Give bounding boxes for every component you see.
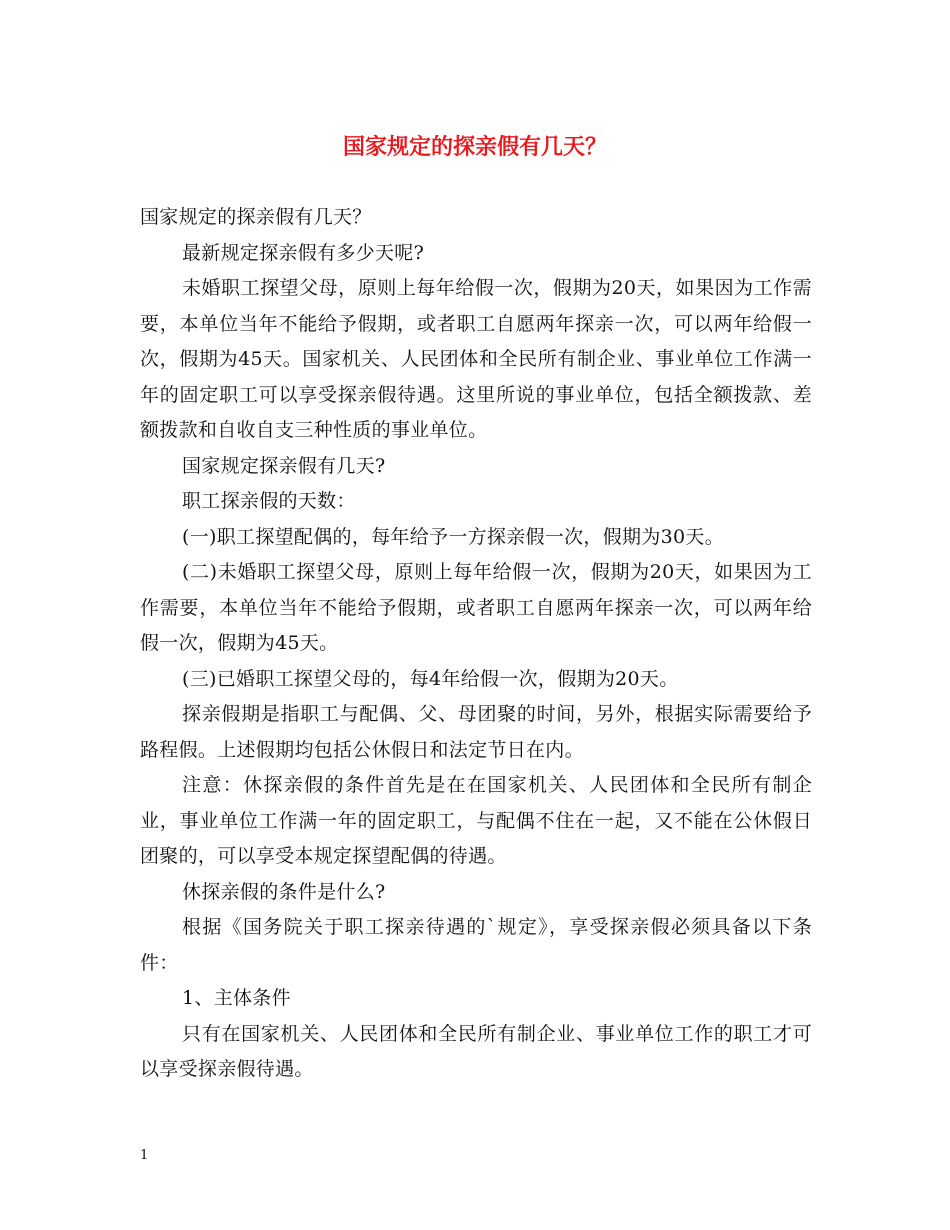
paragraph-12: 1、主体条件 [182, 987, 291, 1009]
paragraph-1: 最新规定探亲假有多少天呢? [182, 241, 425, 264]
document-body [140, 200, 812, 1088]
paragraph-6: (二)未婚职工探望父母，原则上每年给假一次，假期为20天，如果因为工作需要，本单位当年不能给予假期，或者职工自愿两年探亲一次，可以两年给假一次，假期为45天。 [140, 561, 812, 654]
paragraph-0: 国家规定的探亲假有几天？ [140, 206, 372, 228]
paragraph-4: 职工探亲假的天数： [182, 490, 356, 512]
paragraph-3: 国家规定探亲假有几天? [182, 454, 386, 477]
paragraph-13: 只有在国家机关、人民团体和全民所有制企业、事业单位工作的职工才可以享受探亲假待遇。 [140, 1022, 812, 1080]
paragraph-11: 根据《国务院关于职工探亲待遇的`规定》，享受探亲假必须具备以下条件： [140, 916, 812, 974]
paragraph-9: 注意：休探亲假的条件首先是在在国家机关、人民团体和全民所有制企业，事业单位工作满一年的固定职工，与配偶不住在一起，又不能在公休假日团聚的，可以享受本规定探望配偶的待遇。 [140, 774, 812, 867]
paragraph-7: (三)已婚职工探望父母的，每4年给假一次，假期为20天。 [182, 667, 679, 690]
page-number: 1 [140, 1148, 149, 1163]
paragraph-8: 探亲假期是指职工与配偶、父、母团聚的时间，另外，根据实际需要给予路程假。上述假期均包括公休假日和法定节日在内。 [140, 703, 812, 761]
paragraph-2: 未婚职工探望父母，原则上每年给假一次，假期为20天，如果因为工作需要，本单位当年不能给予假期，或者职工自愿两年探亲一次，可以两年给假一次，假期为45天。国家机关、人民团体和全民所有制企业、事业单位工作满一年的固定职工可以享受探亲假待遇。这里所说的事业单位，包括全额拨款、差额拨款和自收自支三种性质的事业单位。 [140, 277, 812, 441]
document-title: 国家规定的探亲假有几天？ [342, 134, 607, 160]
paragraph-10: 休探亲假的条件是什么? [182, 880, 386, 903]
paragraph-5: (一)职工探望配偶的，每年给予一方探亲假一次，假期为30天。 [182, 525, 725, 548]
